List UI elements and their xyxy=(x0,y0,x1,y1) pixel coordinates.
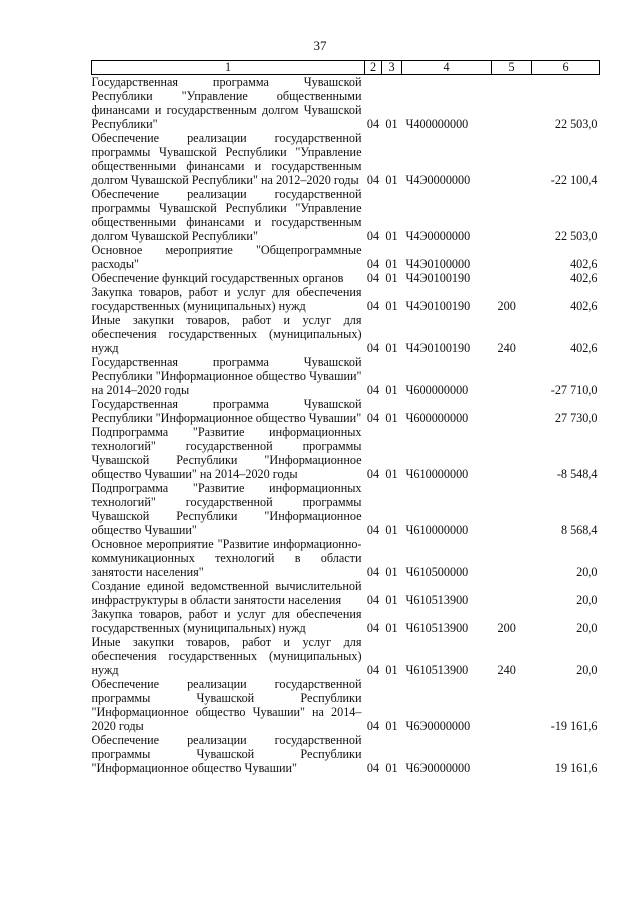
section-code: 04 xyxy=(366,229,380,243)
section-code: 04 xyxy=(366,719,380,733)
subsection-code: 01 xyxy=(385,229,398,243)
amount: 402,6 xyxy=(570,299,598,313)
item-name: Обеспечение реализации государственной программы Чувашской Республики "Управление общественными финансами и государственным долгом Чувашской Республики" на 2012–2020 годы xyxy=(91,131,362,187)
target-article-code: Ч4Э0000000 xyxy=(405,173,471,187)
target-article-code: Ч610513900 xyxy=(405,621,469,635)
subsection-code: 01 xyxy=(385,383,398,397)
expense-type-code: 240 xyxy=(497,341,516,355)
header-row xyxy=(92,61,600,75)
amount: 22 503,0 xyxy=(554,117,598,131)
target-article-code: Ч6Э0000000 xyxy=(405,719,471,733)
item-name: Обеспечение функций государственных органов xyxy=(91,271,344,285)
subsection-code: 01 xyxy=(385,565,398,579)
expense-type-code: 200 xyxy=(497,299,516,313)
section-code: 04 xyxy=(366,341,380,355)
item-name: Основное мероприятие "Общепрограммные расходы" xyxy=(91,243,362,271)
section-code: 04 xyxy=(366,271,380,285)
subsection-code: 01 xyxy=(385,719,398,733)
expense-type-code xyxy=(492,481,532,537)
target-article-code: Ч610000000 xyxy=(405,467,469,481)
table-row xyxy=(92,607,600,635)
table-row xyxy=(92,733,600,775)
item-name: Обеспечение реализации государственной программы Чувашской Республики "Информационное общество Чувашии" xyxy=(91,733,362,775)
subsection-code: 01 xyxy=(385,467,398,481)
amount: 402,6 xyxy=(570,271,598,285)
expense-type-code xyxy=(492,131,532,187)
item-name: Подпрограмма "Развитие информационных технологий" государственной программы Чувашской Республики "Информационное общество Чувашии" xyxy=(91,481,362,537)
target-article-code: Ч4Э0000000 xyxy=(405,229,471,243)
target-article-code: Ч4Э0100000 xyxy=(405,257,471,271)
table-body xyxy=(92,75,600,776)
section-code: 04 xyxy=(366,565,380,579)
item-name: Подпрограмма "Развитие информационных технологий" государственной программы Чувашской Республики "Информационное общество Чувашии" на 2014–2020 годы xyxy=(91,425,362,481)
table-row xyxy=(92,425,600,481)
section-code: 04 xyxy=(366,621,380,635)
header-col-5: 5 xyxy=(492,61,532,75)
amount: 402,6 xyxy=(570,341,598,355)
expense-type-code xyxy=(492,243,532,271)
target-article-code: Ч600000000 xyxy=(405,411,469,425)
item-name: Закупка товаров, работ и услуг для обеспечения государственных (муниципальных) нужд xyxy=(91,285,362,313)
target-article-code: Ч600000000 xyxy=(405,383,469,397)
amount: 402,6 xyxy=(570,257,598,271)
table-row xyxy=(92,313,600,355)
subsection-code: 01 xyxy=(385,621,398,635)
target-article-code: Ч610513900 xyxy=(405,663,469,677)
table-row xyxy=(92,537,600,579)
page-number: 37 xyxy=(313,38,327,53)
amount: -8 548,4 xyxy=(556,467,598,481)
section-code: 04 xyxy=(366,299,380,313)
amount: 20,0 xyxy=(576,621,598,635)
subsection-code: 01 xyxy=(385,341,398,355)
section-code: 04 xyxy=(366,117,380,131)
subsection-code: 01 xyxy=(385,411,398,425)
amount: 20,0 xyxy=(576,565,598,579)
expense-type-code xyxy=(492,397,532,425)
target-article-code: Ч4Э0100190 xyxy=(405,341,471,355)
table-row xyxy=(92,271,600,285)
item-name: Государственная программа Чувашской Республики "Управление общественными финансами и государственным долгом Чувашской Республики" xyxy=(91,75,362,131)
table-row xyxy=(92,579,600,607)
header-col-1: 1 xyxy=(92,61,365,75)
subsection-code: 01 xyxy=(385,299,398,313)
amount: -19 161,6 xyxy=(550,719,598,733)
item-name: Государственная программа Чувашской Республики "Информационное общество Чувашии" на 2014–2020 годы xyxy=(91,355,362,397)
item-name: Закупка товаров, работ и услуг для обеспечения государственных (муниципальных) нужд xyxy=(91,607,362,635)
amount: 8 568,4 xyxy=(560,523,598,537)
table-row xyxy=(92,285,600,313)
amount: 20,0 xyxy=(576,663,598,677)
item-name: Иные закупки товаров, работ и услуг для обеспечения государственных (муниципальных) нужд xyxy=(91,635,362,677)
expense-type-code xyxy=(492,733,532,775)
expense-type-code xyxy=(492,579,532,607)
item-name: Создание единой ведомственной вычислительной инфраструктуры в области занятости населения xyxy=(91,579,362,607)
header-col-3: 3 xyxy=(382,61,402,75)
table-row xyxy=(92,243,600,271)
item-name: Основное мероприятие "Развитие информационно-коммуникационных технологий в области занятости населения" xyxy=(91,537,362,579)
section-code: 04 xyxy=(366,383,380,397)
section-code: 04 xyxy=(366,173,380,187)
section-code: 04 xyxy=(366,593,380,607)
amount: 27 730,0 xyxy=(554,411,598,425)
expense-type-code xyxy=(492,355,532,397)
expense-type-code xyxy=(492,537,532,579)
table-row xyxy=(92,355,600,397)
amount: 22 503,0 xyxy=(554,229,598,243)
expense-type-code: 240 xyxy=(497,663,516,677)
expense-type-code xyxy=(492,187,532,243)
table-row xyxy=(92,131,600,187)
section-code: 04 xyxy=(366,257,380,271)
section-code: 04 xyxy=(366,761,380,775)
item-name: Обеспечение реализации государственной программы Чувашской Республики "Управление общественными финансами и государственным долгом Чувашской Республики" xyxy=(91,187,362,243)
table-row xyxy=(92,635,600,677)
table-row xyxy=(92,397,600,425)
section-code: 04 xyxy=(366,523,380,537)
target-article-code: Ч6Э0000000 xyxy=(405,761,471,775)
amount: -22 100,4 xyxy=(550,173,598,187)
header-col-4: 4 xyxy=(402,61,492,75)
header-col-2: 2 xyxy=(365,61,382,75)
expense-type-code xyxy=(492,677,532,733)
expense-type-code xyxy=(492,75,532,132)
subsection-code: 01 xyxy=(385,761,398,775)
target-article-code: Ч610500000 xyxy=(405,565,469,579)
section-code: 04 xyxy=(366,663,380,677)
budget-table xyxy=(91,60,600,775)
expense-type-code: 200 xyxy=(497,621,516,635)
target-article-code: Ч4Э0100190 xyxy=(405,299,471,313)
amount: -27 710,0 xyxy=(550,383,598,397)
target-article-code: Ч610513900 xyxy=(405,593,469,607)
subsection-code: 01 xyxy=(385,271,398,285)
amount: 19 161,6 xyxy=(554,761,598,775)
subsection-code: 01 xyxy=(385,663,398,677)
subsection-code: 01 xyxy=(385,117,398,131)
target-article-code: Ч400000000 xyxy=(405,117,469,131)
amount: 20,0 xyxy=(576,593,598,607)
expense-type-code xyxy=(492,271,532,285)
table-row xyxy=(92,187,600,243)
subsection-code: 01 xyxy=(385,593,398,607)
item-name: Обеспечение реализации государственной программы Чувашской Республики "Информационное общество Чувашии" на 2014–2020 годы xyxy=(91,677,362,733)
subsection-code: 01 xyxy=(385,173,398,187)
subsection-code: 01 xyxy=(385,523,398,537)
table-row xyxy=(92,481,600,537)
table-row xyxy=(92,75,600,132)
target-article-code: Ч610000000 xyxy=(405,523,469,537)
item-name: Государственная программа Чувашской Республики "Информационное общество Чувашии" xyxy=(91,397,362,425)
section-code: 04 xyxy=(366,411,380,425)
item-name: Иные закупки товаров, работ и услуг для обеспечения государственных (муниципальных) нужд xyxy=(91,313,362,355)
subsection-code: 01 xyxy=(385,257,398,271)
expense-type-code xyxy=(492,425,532,481)
section-code: 04 xyxy=(366,467,380,481)
header-col-6: 6 xyxy=(532,61,600,75)
target-article-code: Ч4Э0100190 xyxy=(405,271,471,285)
table-row xyxy=(92,677,600,733)
